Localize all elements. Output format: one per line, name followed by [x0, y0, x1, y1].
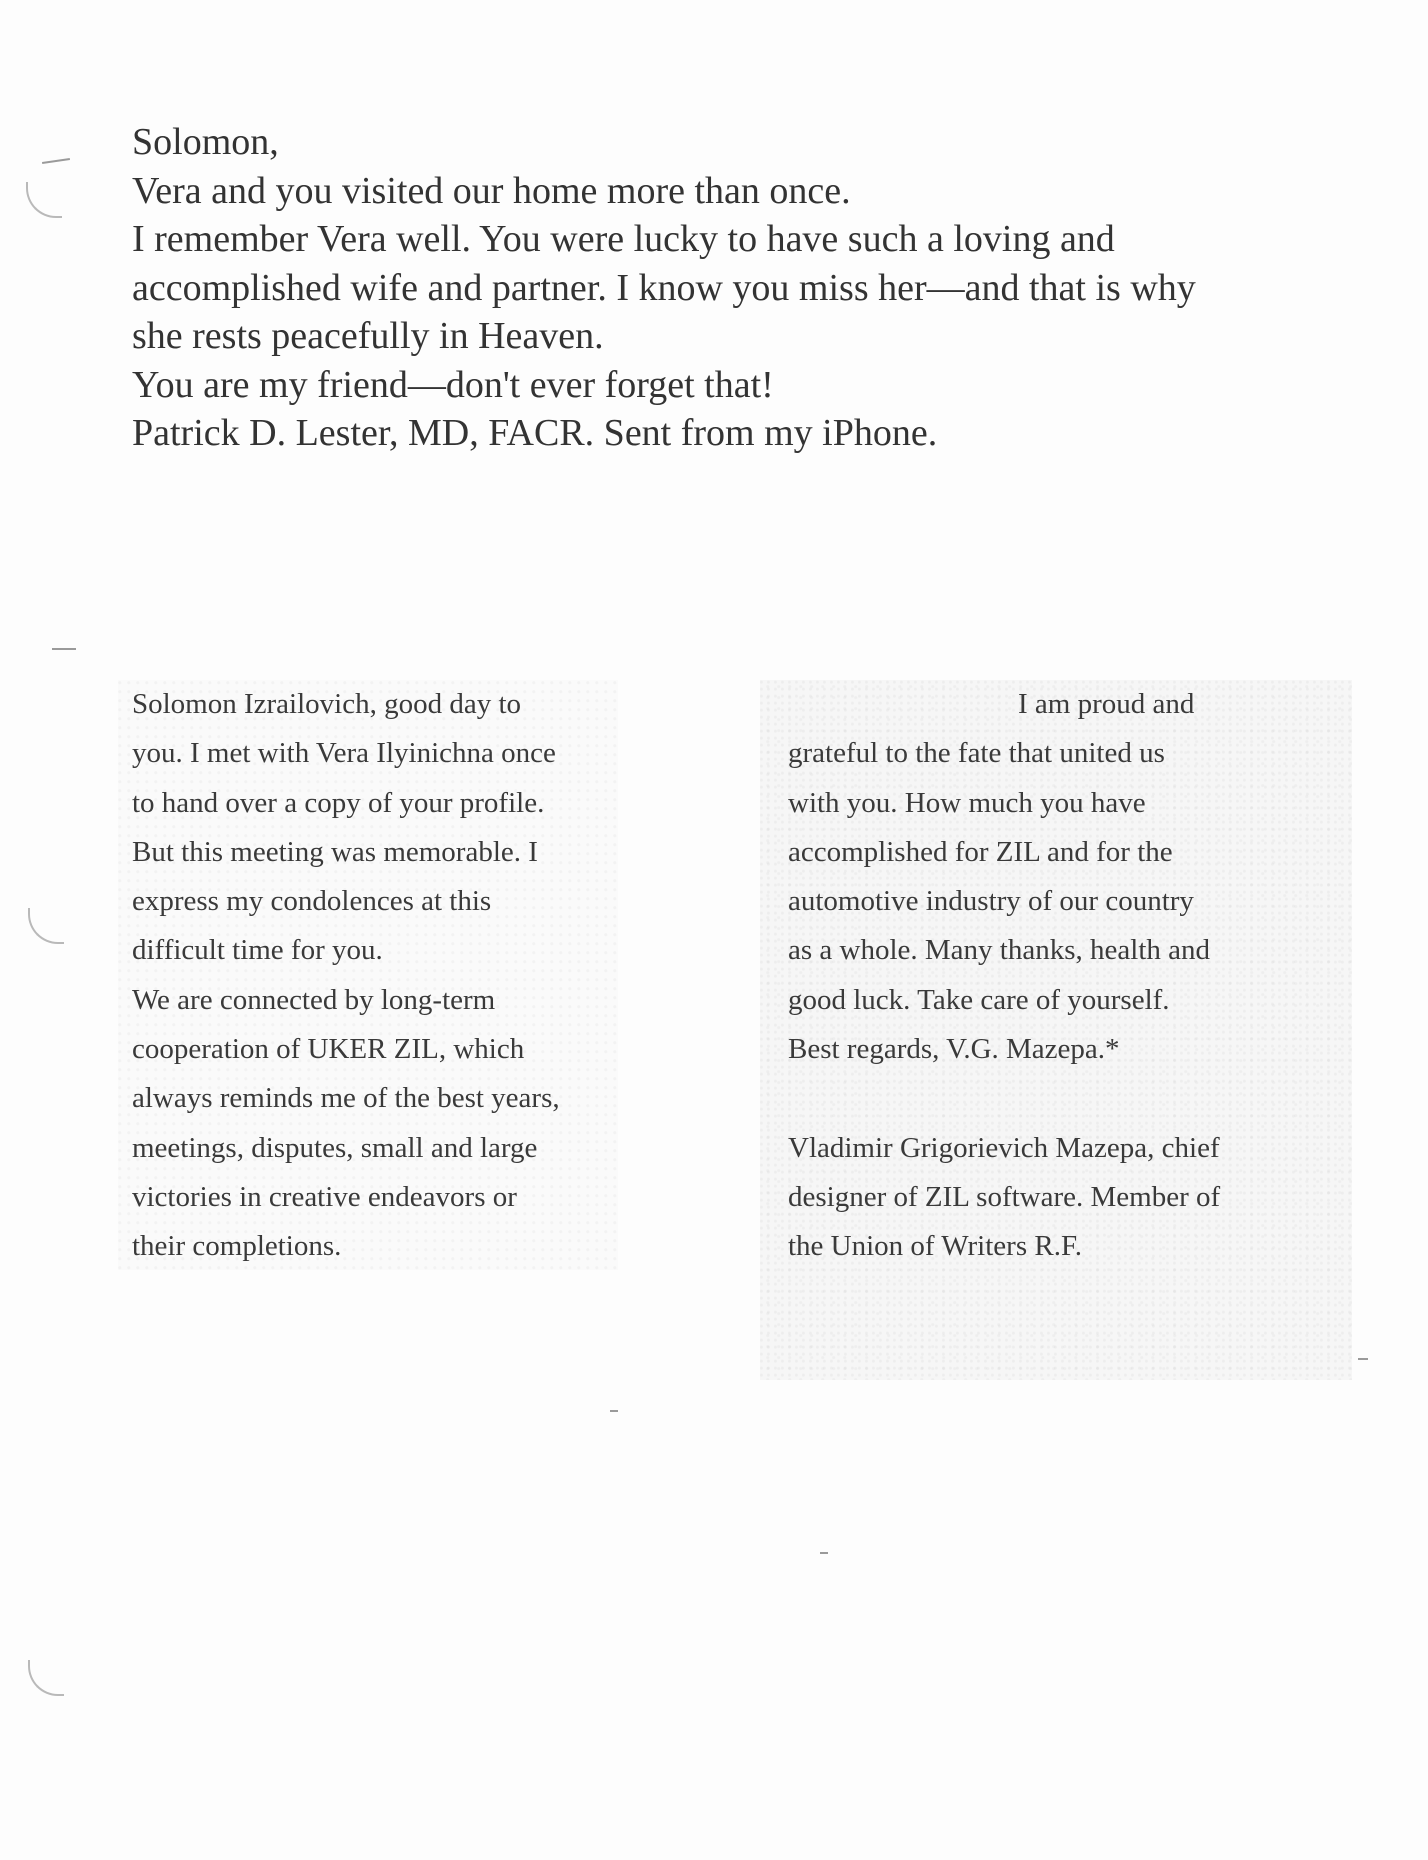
column-line: as a whole. Many thanks, health and [788, 934, 1211, 967]
column-line: automotive industry of our country [788, 885, 1194, 918]
column-line: I am proud and [1018, 688, 1195, 720]
binder-hole-mark [28, 1660, 64, 1696]
top-letter [132, 118, 1312, 458]
column-line: cooperation of UKER ZIL, which [132, 1033, 525, 1066]
letter-line: Vera and you visited our home more than once. [132, 169, 851, 212]
column-line: Solomon Izrailovich, good day to [132, 688, 522, 720]
column-line: But this meeting was memorable. I [132, 835, 538, 868]
scan-speck [52, 648, 76, 650]
letter-line: she rests peacefully in Heaven. [132, 315, 604, 357]
scan-speck [610, 1410, 618, 1412]
right-column-letter [788, 680, 1348, 1272]
letter-salutation: Solomon, [132, 121, 279, 163]
letter-line: You are my friend—don't ever forget that! [132, 363, 774, 406]
column-line: meetings, disputes, small and large [132, 1131, 538, 1164]
scan-speck [820, 1552, 828, 1554]
column-line: their completions. [132, 1230, 342, 1263]
column-line: always reminds me of the best years, [132, 1082, 560, 1115]
column-line: victories in creative endeavors or [132, 1180, 517, 1213]
column-line: good luck. Take care of yourself. [788, 983, 1170, 1016]
binder-hole-mark [26, 182, 62, 218]
column-line: Best regards, V.G. Mazepa.* [788, 1033, 1120, 1066]
letter-signature: Patrick D. Lester, MD, FACR. Sent from my iPhone. [132, 412, 938, 454]
paragraph-gap [788, 1074, 1348, 1123]
letter-line: I remember Vera well. You were lucky to have such a loving and [132, 218, 1115, 260]
scan-speck [42, 158, 70, 164]
column-line: difficult time for you. [132, 934, 383, 967]
signature-line: the Union of Writers R.F. [788, 1230, 1083, 1263]
column-line: express my condolences at this [132, 885, 492, 918]
signature-line: Vladimir Grigorievich Mazepa, chief [788, 1131, 1220, 1164]
left-column-letter [132, 680, 612, 1272]
binder-hole-mark [28, 908, 64, 944]
scan-speck [1358, 1358, 1368, 1360]
column-line: grateful to the fate that united us [788, 737, 1165, 770]
column-line: you. I met with Vera Ilyinichna once [132, 737, 556, 770]
signature-line: designer of ZIL software. Member of [788, 1180, 1221, 1213]
column-line: We are connected by long-term [132, 983, 496, 1016]
column-line: accomplished for ZIL and for the [788, 835, 1173, 868]
column-line: with you. How much you have [788, 786, 1146, 819]
letter-line: accomplished wife and partner. I know you miss her—and that is why [132, 266, 1196, 309]
column-line: to hand over a copy of your profile. [132, 786, 545, 819]
